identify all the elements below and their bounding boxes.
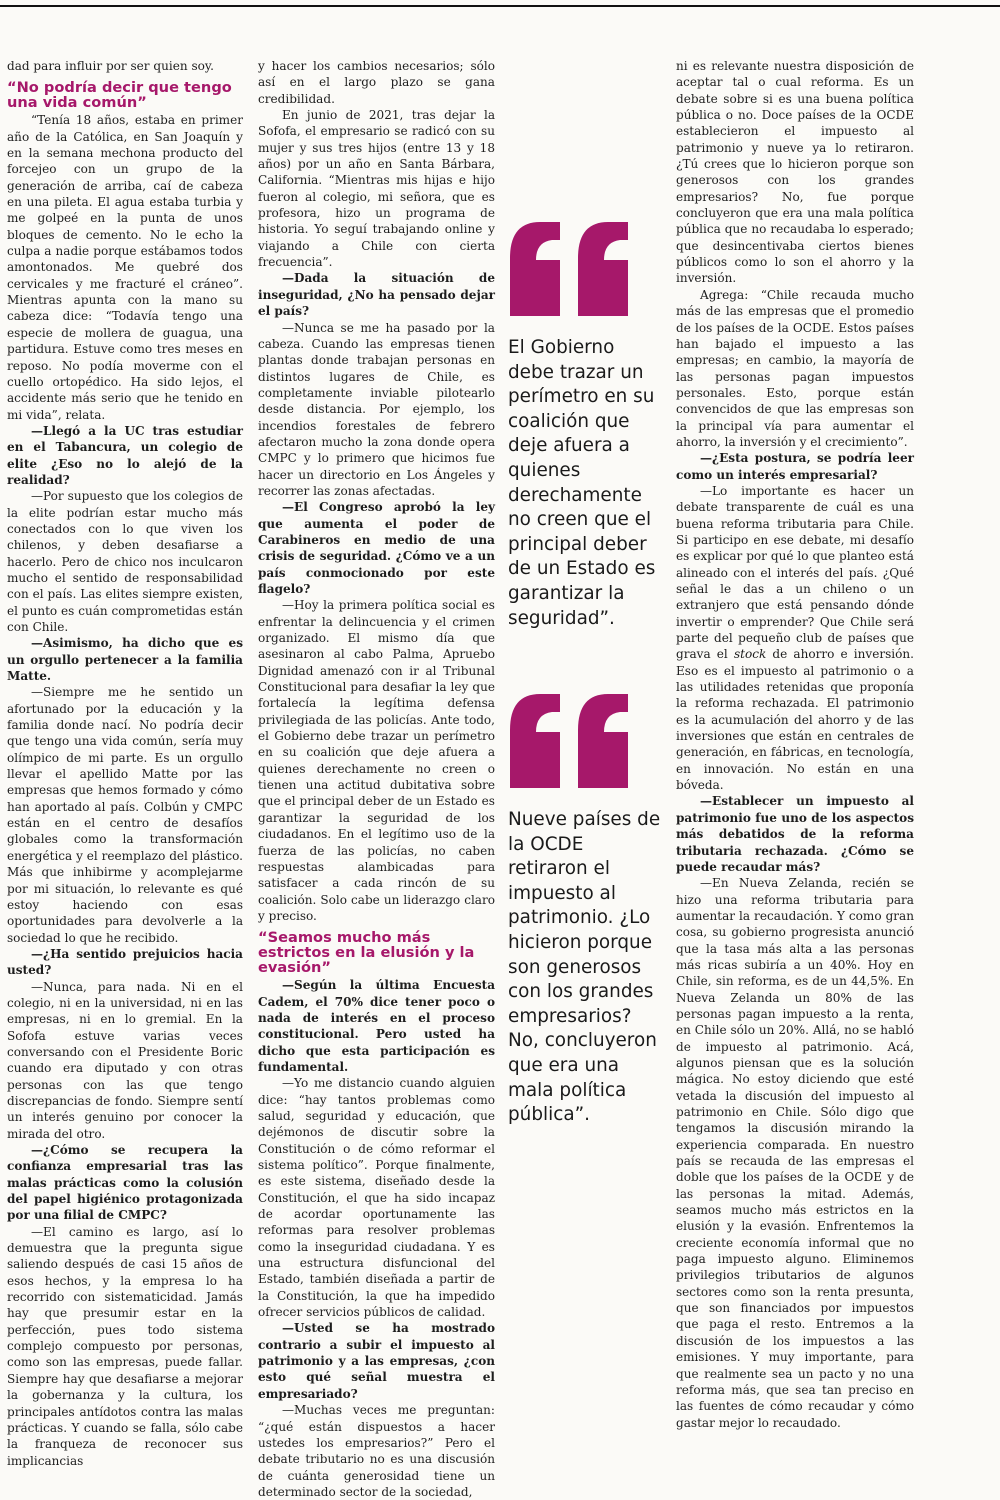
paragraph: —Muchas veces me preguntan: “¿qué están dispuestos a hacer ustedes los empresarios?” Pero el debate tributario no es una discusión de cuánta generosidad tiene un determinado sector de la sociedad, [258, 1403, 495, 1499]
quote-mark-icon [508, 220, 634, 318]
section-heading: “Seamos mucho más estrictos en la elusión y la evasión” [258, 929, 475, 977]
paragraph: —En Nueva Zelanda, recién se hizo una reforma tributaria para aumentar la recaudación. Y como gran cosa, su gobierno progresista anunció que la tasa más alta a las personas más ricas subiría a un 40%. Hoy en Chile, sin reforma, es de un 44,5%. En Nueva Zelanda un 80% de las personas pagan impuesto a la renta, en Chile sólo un 20%. Allá, no se habló de impuesto al patrimonio. Acá, algunos piensan que es la solución mágica. No estoy diciendo que esté vetada la discusión del impuesto al patrimonio en Chile. Sólo digo que tengamos la discusión mirando la experiencia comparada. En nuestro país se recauda de las empresas el doble que los países de la OCDE y de las personas la mitad. Además, seamos mucho más estrictos en la elusión y la evasión. Enfrentemos la creciente economía informal que no paga impuesto alguno. Eliminemos privilegios tributarios de algunos sectores como son la renta presunta, que son financiados por impuestos que paga el resto. Entremos a la discusión de los impuestos a las emisiones. Y muy importante, para que realmente sea un pacto y no una reforma más, que sea tan preciso en las fuentes de cómo recaudar y cómo gastar mejor lo recaudado. [676, 876, 914, 1430]
paragraph: —Yo me distancio cuando alguien dice: “hay tantos problemas como salud, seguridad y educación, que dejémonos de discutir sobre la Constitución o de cómo reformar el sistema político”. Porque finalmente, es este sistema, diseñado desde la Constitución, el que ha sido incapaz de acordar oportunamente las reformas para resolver problemas como la inseguridad ciudadana. Y es una estructura disfuncional del Estado, también diseñada a partir de la Constitución, la que ha impedido ofrecer servicios públicos de calidad. [258, 1076, 495, 1320]
top-rule [0, 5, 1000, 7]
article-column-1 [7, 58, 243, 1468]
interview-question: —¿Ha sentido prejuicios hacia usted? [7, 946, 243, 978]
paragraph: —Nunca, para nada. Ni en el colegio, ni en la universidad, ni en las empresas, ni en lo gremial. En la Sofofa estuve varias veces conversando con el Presidente Boric cuando era diputado y con otras personas con las que tengo discrepancias de fondo. Siempre sentí un interés genuino por conocer la mirada del otro. [7, 979, 243, 1141]
interview-question: —Según la última Encuesta Cadem, el 70% dice tener poco o nada de interés en el proceso constitucional. Pero usted ha dicho que esta participación es fundamental. [258, 978, 495, 1074]
paragraph: ni es relevante nuestra disposición de aceptar tal o cual reforma. Es un debate sobre si es una buena política pública o no. Doce países de la OCDE establecieron el impuesto al patrimonio y nueve ya lo retiraron. ¿Tú crees que lo hicieron porque son generosos con los grandes empresarios? No, fue porque concluyeron que era una mala política pública que no recaudaba lo esperado; que desincentivaba ciertos bienes públicos como lo son el ahorro y la inversión. [676, 59, 914, 286]
paragraph: Agrega: “Chile recauda mucho más de las empresas que el promedio de los países de la OCDE. Estos países han bajado el impuesto a las empresas; en cambio, la mayoría de las personas pagan impuestos personales. Esto, porque están convencidos de que las empresas son la principal vía para aumentar el ahorro, la inversión y el crecimiento”. [676, 287, 914, 449]
paragraph: En junio de 2021, tras dejar la Sofofa, el empresario se radicó con su mujer y sus tres hijos (entre 13 y 18 años) por un año en Santa Bárbara, California. “Mientras mis hijas e hijo fueron al colegio, mi señora, que es profesora, hizo un programa de historia. Yo seguí trabajando online y viajando a Chile con cierta frecuencia”. [258, 108, 495, 270]
paragraph: —El camino es largo, así lo demuestra que la pregunta sigue saliendo después de casi 15 años de esos hechos, y la empresa lo ha recorrido con sistematicidad. Jamás hay que presumir estar en la perfección, pues todo sistema complejo compuesto por personas, como son las empresas, puede fallar. Siempre hay que desafiarse a mejorar la gobernanza y la cultura, los principales antídotos contra las malas prácticas. Y cuando se falla, sólo cabe la franqueza de reconocer sus implicancias [7, 1224, 243, 1468]
interview-question: —¿Cómo se recupera la confianza empresarial tras las malas prácticas como la colusión del papel higiénico protagonizada por una filial de CMPC? [7, 1143, 243, 1223]
paragraph: —Por supuesto que los colegios de la elite podrían estar mucho más conectados con lo que viven los chilenos, y deben desafiarse a hacerlo. Pero de chico nos inculcaron mucho el sentido de responsabilidad con el país. Las elites siempre existen, el punto es cuán comprometidas están con Chile. [7, 489, 243, 634]
interview-question: —Establecer un impuesto al patrimonio fue uno de los aspectos más debatidos de la reforma tributaria rechazada. ¿Cómo se puede recaudar más? [676, 794, 914, 874]
paragraph-part: de ahorro e inversión. Eso es el impuesto al patrimonio o a las utilidades retenidas que proponía la reforma rechazada. El patrimonio es la acumulación del ahorro y de las inversiones que están en centrales de generación, en fábricas, en tecnología, en innovación. No están en una bóveda. [676, 647, 914, 793]
interview-question: —¿Esta postura, se podría leer como un interés empresarial? [676, 451, 914, 482]
paragraph: —Nunca se me ha pasado por la cabeza. Cuando las empresas tienen plantas donde trabajan personas en distintos lugares de Chile, es completamente inviable pilotearlo desde distancia. Por ejemplo, los incendios forestales de febrero afectaron mucho la zona donde opera CMPC y lo primero que hicimos fue hacer un directorio en Los Ángeles y recorrer las zonas afectadas. [258, 320, 495, 498]
interview-question: —Llegó a la UC tras estudiar en el Tabancura, un colegio de elite ¿Eso no lo alejó de la realidad? [7, 423, 243, 487]
quote-mark-icon [508, 692, 634, 790]
italic-word: stock [733, 647, 767, 662]
paragraph [676, 483, 914, 794]
pull-quote [508, 692, 666, 1128]
paragraph-part: —Lo importante es hacer un debate transparente de cuál es una buena reforma tributaria para Chile. Si participo en ese debate, mi desafío es explicar por qué lo que planteo está alineado con el interés del país. ¿Qué señal le das a un chileno o un extranjero que está pensando dónde invertir o emprender? Que Chile será parte del pequeño club de países que grava el [676, 483, 914, 662]
pull-quote-text: Nueve países de la OCDE retiraron el impuesto al patrimonio. ¿Lo hicieron porque son generosos con los grandes empresarios? No, concluyeron que era una mala política pública”. [508, 809, 661, 1126]
article-column-4 [676, 58, 914, 1430]
pull-quote [508, 220, 666, 631]
interview-question: —El Congreso aprobó la ley que aumenta el poder de Carabineros en medio de una crisis de seguridad. ¿Cómo ve a un país conmocionado por este flagelo? [258, 500, 495, 596]
interview-question: —Dada la situación de inseguridad, ¿No ha pensado dejar el país? [258, 271, 495, 319]
paragraph: —Siempre me he sentido un afortunado por la educación y la familia donde nací. No podría decir que tengo una vida común, sería muy olímpico de mi parte. Es un orgullo llevar el apellido Matte por las empresas que hemos formado y cómo han aportado al país. Colbún y CMPC están en el centro de desafíos globales como la transformación energética y el reemplazo del plástico. Más que inhibirme y acomplejarme por mi situación, lo relevante es qué estoy haciendo con esas oportunidades para devolverle a la sociedad lo que he recibido. [7, 685, 243, 945]
paragraph: dad para influir por ser quien soy. [7, 59, 214, 73]
interview-question: —Usted se ha mostrado contrario a subir el impuesto al patrimonio y a las empresas, ¿con esto qué señal muestra el empresariado? [258, 1321, 495, 1401]
pull-quote-text: El Gobierno debe trazar un perímetro en su coalición que deje afuera a quienes derechamente no creen que el principal deber de un Estado es garantizar la seguridad”. [508, 337, 656, 629]
section-heading: “No podría decir que tengo una vida común” [7, 79, 232, 112]
paragraph: —Hoy la primera política social es enfrentar la delincuencia y el crimen organizado. El mismo día que asesinaron al cabo Palma, Apruebo Dignidad amenazó con ir al Tribunal Constitucional para desafiar la ley que fortalecía la legítima defensa privilegiada de las policías. Ante todo, el Gobierno debe trazar un perímetro en su coalición que deje afuera a quienes derechamente no creen o tienen una actitud dubitativa sobre que el principal deber de un Estado es garantizar la seguridad de los ciudadanos. En el legítimo uso de la fuerza de las policías, no caben respuestas alambicadas para satisfacer a cada rincón de su coalición. Solo cabe un liderazgo claro y preciso. [258, 598, 495, 923]
paragraph: y hacer los cambios necesarios; sólo así en el largo plazo se gana credibilidad. [258, 59, 495, 106]
article-column-2 [258, 58, 495, 1499]
paragraph: “Tenía 18 años, estaba en primer año de la Católica, en San Joaquín y en la semana mechona producto del forcejeo con un grupo de la generación de arriba, caí de cabeza en una pileta. El agua estaba turbia y me golpeé en la punta de unos bloques de cemento. No le echo la culpa a nadie porque estábamos todos amontonados. Me quebré dos cervicales y me fracturé el cráneo”. Mientras apunta con la mano su cabeza dice: “Todavía tengo una especie de mollera de guagua, una partidura. Estuve como tres meses en reposo. No podía moverme con el cuello ortopédico. Ha sido lejos, el accidente más serio que he tenido en mi vida”, relata. [7, 113, 243, 422]
interview-question: —Asimismo, ha dicho que es un orgullo pertenecer a la familia Matte. [7, 636, 243, 684]
